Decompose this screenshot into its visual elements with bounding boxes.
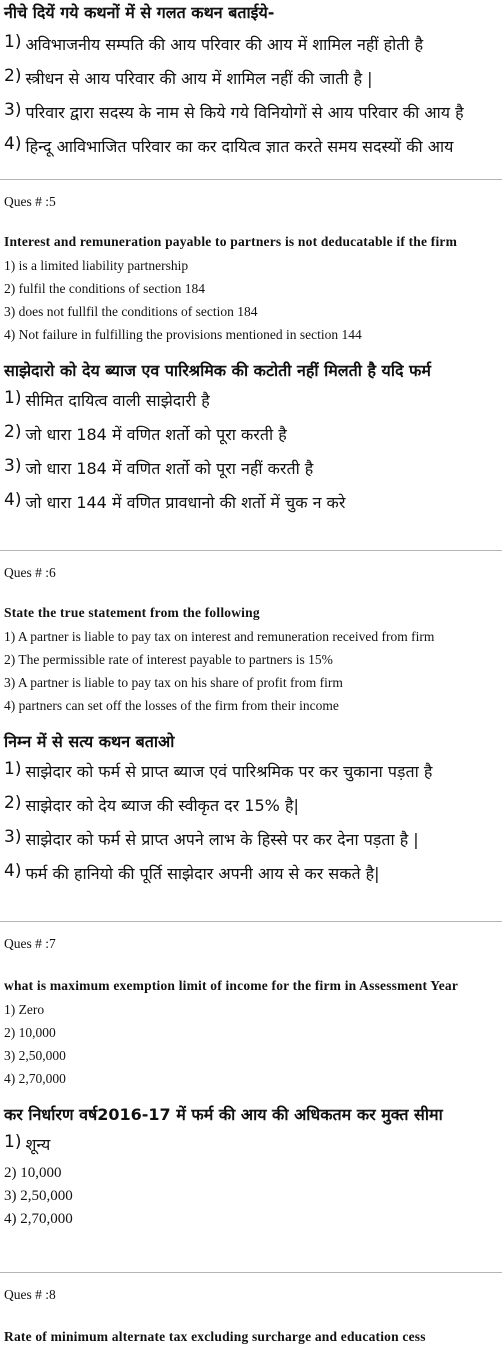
- option-4-2-hi: [0, 62, 502, 96]
- option-text: जो धारा 144 में वणित प्रावधानो की शर्तो में चुक न करे: [25, 493, 346, 512]
- option-7-1-hi: [0, 1128, 502, 1162]
- option-text: अविभाजनीय सम्पति की आय परिवार की आय में शामिल नहीं होती है: [25, 35, 424, 54]
- question-8-english: Rate of minimum alternate tax excluding surcharge and education cess: [4, 1329, 426, 1344]
- question-4-hindi: [0, 0, 502, 164]
- question-number: Ques # :6: [4, 565, 56, 580]
- option-5-2-en: 2) fulfil the conditions of section 184: [4, 281, 205, 296]
- option-6-3-hi: [0, 823, 502, 857]
- question-7-hindi: कर निर्धारण वर्ष2016-17 में फर्म की आय की अधिकतम कर मुक्त सीमा: [4, 1105, 443, 1124]
- question-8: [0, 1283, 502, 1349]
- option-5-2-hi: [0, 418, 502, 452]
- option-4-1-hi: [0, 28, 502, 62]
- option-6-1-hi: [0, 755, 502, 789]
- question-7: [0, 932, 502, 1231]
- option-4-3-hi: [0, 96, 502, 130]
- question-number: Ques # :8: [4, 1287, 56, 1302]
- option-6-4-hi: [0, 857, 502, 891]
- option-number: 3): [4, 827, 22, 847]
- option-5-3-hi: [0, 452, 502, 486]
- option-text: साझेदार को फर्म से प्राप्त ब्याज एवं पारिश्रमिक पर कर चुकाना पड़ता है: [25, 762, 433, 781]
- question-5-hindi: साझेदारो को देय ब्याज एव पारिश्रमिक की कटोती नहीं मिलती है यदि फर्म: [4, 361, 431, 380]
- option-number: 3): [4, 456, 22, 476]
- option-number: 2): [4, 422, 22, 442]
- option-number: 1): [4, 1132, 22, 1152]
- option-text: हिन्दू आविभाजित परिवार का कर दायित्व ज्ञात करते समय सदस्यों की आय: [25, 137, 454, 156]
- option-7-1-en: 1) Zero: [4, 1002, 45, 1017]
- option-text: फर्म की हानियो की पूर्ति साझेदार अपनी आय से कर सकते है|: [25, 864, 380, 883]
- divider: [0, 179, 502, 180]
- option-7-4-en: 4) 2,70,000: [4, 1071, 66, 1086]
- option-6-2-hi: [0, 789, 502, 823]
- option-5-1-en: 1) is a limited liability partnership: [4, 258, 189, 273]
- option-5-4-hi: [0, 486, 502, 520]
- option-text: सीमित दायित्व वाली साझेदारी है: [25, 391, 210, 410]
- option-4-4-hi: [0, 130, 502, 164]
- option-7-2-en: 2) 10,000: [4, 1025, 56, 1040]
- option-6-2-en: 2) The permissible rate of interest payable to partners is 15%: [4, 652, 333, 667]
- question-5: [0, 190, 502, 520]
- question-number: Ques # :7: [4, 936, 56, 951]
- question-number: Ques # :5: [4, 194, 56, 209]
- option-text: साझेदार को देय ब्याज की स्वीकृत दर 15% है|: [25, 796, 299, 815]
- option-text: साझेदार को फर्म से प्राप्त अपने लाभ के हिस्से पर कर देना पड़ता है |: [25, 830, 419, 849]
- option-7-3-hi: 3) 2,50,000: [4, 1188, 73, 1204]
- option-number: 2): [4, 793, 22, 813]
- option-6-1-en: 1) A partner is liable to pay tax on interest and remuneration received from firm: [4, 629, 435, 644]
- option-number: 1): [4, 32, 22, 52]
- option-text: जो धारा 184 में वणित शर्तो को पूरा नहीं करती है: [25, 459, 314, 478]
- option-text: परिवार द्वारा सदस्य के नाम से किये गये विनियोगों से आय परिवार की आय है: [25, 103, 464, 122]
- option-number: 4): [4, 134, 22, 154]
- option-7-2-hi: 2) 10,000: [4, 1165, 62, 1181]
- divider: [0, 1272, 502, 1273]
- question-4-hindi-text: नीचे दियें गये कथनों में से गलत कथन बताईये-: [4, 3, 275, 22]
- option-6-4-en: 4) partners can set off the losses of the firm from their income: [4, 698, 339, 713]
- option-text: शून्य: [25, 1135, 51, 1154]
- option-number: 3): [4, 100, 22, 120]
- option-7-4-hi: 4) 2,70,000: [4, 1211, 73, 1227]
- option-number: 4): [4, 490, 22, 510]
- option-text: स्त्रीधन से आय परिवार की आय में शामिल नहीं की जाती है |: [25, 69, 373, 88]
- option-5-4-en: 4) Not failure in fulfilling the provisions mentioned in section 144: [4, 327, 362, 342]
- option-5-1-hi: [0, 384, 502, 418]
- option-number: 4): [4, 861, 22, 881]
- option-number: 2): [4, 66, 22, 86]
- option-number: 1): [4, 388, 22, 408]
- question-7-english: what is maximum exemption limit of income for the firm in Assessment Year: [4, 978, 459, 993]
- question-6-english: State the true statement from the following: [4, 605, 260, 620]
- question-6: [0, 561, 502, 891]
- option-5-3-en: 3) does not fullfil the conditions of section 184: [4, 304, 258, 319]
- divider: [0, 550, 502, 551]
- divider: [0, 921, 502, 922]
- question-6-hindi: निम्न में से सत्य कथन बताओ: [4, 732, 175, 751]
- option-7-3-en: 3) 2,50,000: [4, 1048, 66, 1063]
- question-5-english: Interest and remuneration payable to partners is not deducatable if the firm: [4, 234, 458, 249]
- option-text: जो धारा 184 में वणित शर्तो को पूरा करती है: [25, 425, 287, 444]
- option-6-3-en: 3) A partner is liable to pay tax on his share of profit from firm: [4, 675, 343, 690]
- option-number: 1): [4, 759, 22, 779]
